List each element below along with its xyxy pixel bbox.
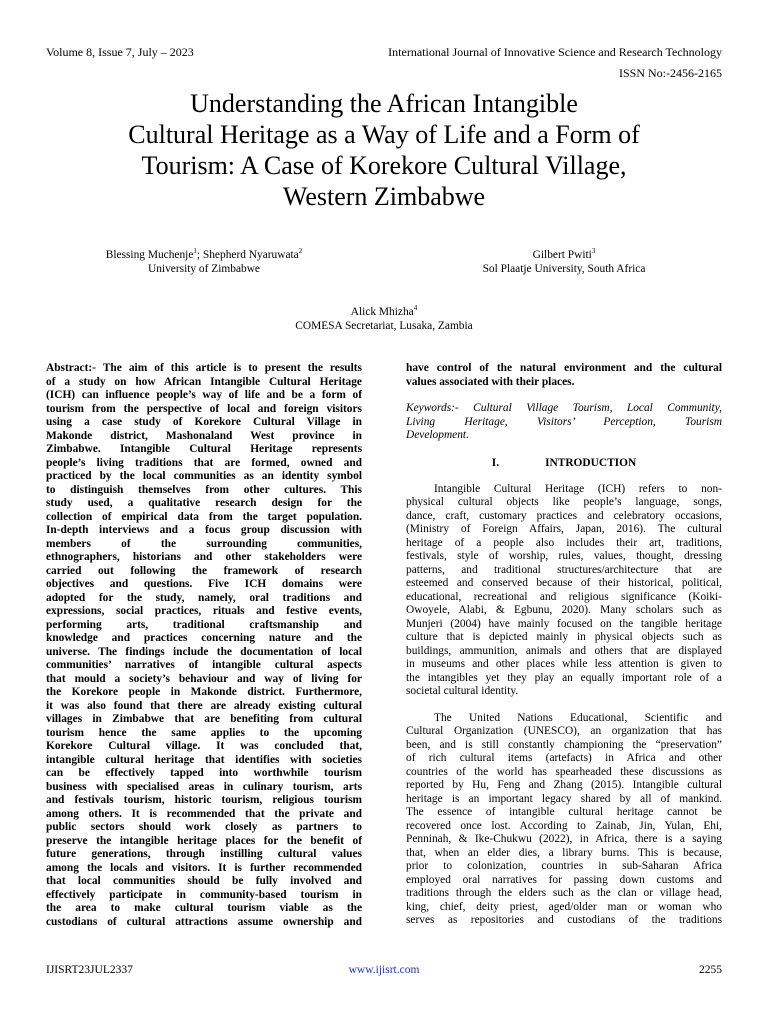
right-column xyxy=(406,362,722,928)
title-line: Understanding the African Intangible xyxy=(190,89,578,118)
abstract-line: study used, a qualitative research design for the xyxy=(46,497,362,509)
author-group-a xyxy=(56,248,352,276)
abstract-line: adopted for the study, namely, oral traditions and xyxy=(46,591,362,604)
author-group-b xyxy=(416,248,712,276)
paragraph-line: in museums and other places while less attention is given to xyxy=(406,658,722,670)
abstract-line: that local communities should be fully involved and xyxy=(46,875,362,887)
abstract xyxy=(46,362,362,929)
author-affiliation: COMESA Secretariat, Lusaka, Zambia xyxy=(295,320,473,332)
author-names xyxy=(416,248,712,262)
abstract-line: In-depth interviews and a focus group discussion with xyxy=(46,524,362,536)
author-affiliation: University of Zimbabwe xyxy=(148,263,260,275)
title-line: Western Zimbabwe xyxy=(282,182,486,211)
author-names xyxy=(56,248,352,262)
keywords-line: Living Heritage, Visitors’ Perception, Tourism xyxy=(406,415,722,428)
paragraph-line: The United Nations Educational, Scientific and xyxy=(434,711,722,724)
paragraph-line: The essence of intangible cultural heritage cannot be xyxy=(406,806,722,818)
paragraph-line: prior to colonization, countries in sub-Saharan Africa xyxy=(406,860,722,872)
author-name: Blessing Muchenje xyxy=(105,249,194,261)
abstract-line: among the locals and visitors. It is further recommended xyxy=(46,861,362,874)
abstract-line: ethnographers, historians and other stakeholders were xyxy=(46,551,362,563)
journal-name-header: International Journal of Innovative Science and Research Technology xyxy=(388,45,722,59)
section-title: INTRODUCTION xyxy=(545,456,637,469)
section-number: I. xyxy=(491,456,500,469)
abstract-line: members of the surrounding communities, xyxy=(46,537,362,550)
paragraph-line: esteemed and conserved because of their historical, political, xyxy=(406,577,722,589)
abstract-line: future generations, through instilling cultural values xyxy=(46,848,362,860)
abstract-continuation xyxy=(406,362,722,389)
abstract-line: custodians of cultural attractions assume ownership and xyxy=(46,915,362,928)
abstract-line: of a study on how African Intangible Cultural Heritage xyxy=(46,375,362,388)
author-names xyxy=(184,305,584,319)
abstract-line: collection of empirical data from the target population. xyxy=(46,510,362,523)
title-line: Cultural Heritage as a Way of Life and a Form of xyxy=(128,120,640,149)
abstract-line: Zimbabwe. Intangible Cultural Heritage represents xyxy=(46,443,362,455)
paragraph-line: traditions through the elders such as the clan or village head, xyxy=(406,887,722,899)
author-separator: ; xyxy=(196,249,203,261)
abstract-line: to distinguish themselves from other cultures. This xyxy=(46,483,362,496)
abstract-line: Makonde district, Mashonaland West province in xyxy=(46,429,362,442)
abstract-line: preserve the intangible heritage places for the benefit of xyxy=(46,834,362,847)
abstract-line: the area to make cultural tourism viable as the xyxy=(46,902,362,914)
abstract-line: and festivals tourism, historic tourism, religious tourism xyxy=(46,794,362,806)
paragraph-line: employed oral narratives for passing down customs and xyxy=(406,873,722,886)
paragraph-line: societal cultural identity. xyxy=(406,685,519,697)
paper-title xyxy=(60,88,708,212)
paragraph-line: Cultural Organization (UNESCO), an organization that has xyxy=(406,725,722,737)
abstract-line: values associated with their places. xyxy=(406,375,575,388)
abstract-line: it was also found that there are already existing cultural xyxy=(46,699,362,712)
author-affiliation: Sol Plaatje University, South Africa xyxy=(482,263,646,275)
abstract-line: performing arts, traditional craftsmanship and xyxy=(46,618,362,631)
paragraph-line: Intangible Cultural Heritage (ICH) refers to non- xyxy=(434,482,722,495)
paragraph-line: king, chief, deity priest, aged/older man or woman who xyxy=(406,900,722,913)
author-name: Alick Mhizha xyxy=(350,306,414,318)
abstract-line: villages in Zimbabwe that are benefiting from cultural xyxy=(46,713,362,725)
paragraph-line: physical cultural objects like people’s language, songs, xyxy=(406,496,722,508)
author-name: Shepherd Nyaruwata xyxy=(202,249,299,261)
abstract-line: knowledge and practices concerning nature and the xyxy=(46,632,362,644)
issn-header: ISSN No:-2456-2165 xyxy=(618,66,722,80)
paragraph-line: Munjeri (2004) have mainly focused on the tangible heritage xyxy=(406,617,722,630)
abstract-line: Abstract:- The aim of this article is to present the results xyxy=(46,362,362,374)
affiliation-marker: 3 xyxy=(591,247,596,256)
abstract-line: expressions, social practices, rituals and festive events, xyxy=(46,605,362,617)
paragraph-line: dance, craft, customary practices and celebratory occasions, xyxy=(406,509,722,522)
volume-issue-header: Volume 8, Issue 7, July – 2023 xyxy=(46,45,194,59)
paragraph-line: festivals, style of worship, rules, values, thought, dressing xyxy=(406,550,722,562)
intro-paragraph-2 xyxy=(406,712,722,928)
affiliation-marker: 2 xyxy=(298,247,303,256)
intro-paragraph-1 xyxy=(406,483,722,699)
paragraph-line: serves as repositories and custodians of the traditions xyxy=(406,914,722,926)
paragraph-line: countries of the world has spearheaded these discussions as xyxy=(406,765,722,778)
abstract-line: universe. The findings include the documentation of local xyxy=(46,645,362,658)
paragraph-line: reported by Hu, Feng and Zhang (2015). Intangible cultural xyxy=(406,779,722,791)
paragraph-line: of rich cultural items (artefacts) in Africa and other xyxy=(406,752,722,764)
abstract-line: objectives and questions. Five ICH domains were xyxy=(46,578,362,590)
abstract-line: the Korekore people in Makonde district. Furthermore, xyxy=(46,686,362,698)
abstract-line: that mould a society’s behaviour and way of living for xyxy=(46,672,362,685)
paragraph-line: culture that is depicted mainly in physical objects such as xyxy=(406,631,722,643)
paragraph-line: Owoyele, Alabi, & Egbunu, 2020). Many scholars such as xyxy=(406,604,722,616)
keywords-line: Keywords:- Cultural Village Tourism, Local Community, xyxy=(406,402,722,414)
abstract-line: Korekore Cultural village. It was concluded that, xyxy=(46,740,362,752)
affiliation-marker: 4 xyxy=(413,304,418,313)
paragraph-line: the intangibles yet they play an equally important role of a xyxy=(406,671,722,684)
paragraph-line: that, when an elder dies, a library burns. This is because, xyxy=(406,846,722,859)
keywords-line: Development. xyxy=(406,429,469,441)
abstract-line: have control of the natural environment and the cultural xyxy=(406,362,722,374)
paragraph-line: (Ministry of Foreign Affairs, Japan, 2016). The cultural xyxy=(406,523,722,535)
abstract-line: can be effectively tapped into worthwhile tourism xyxy=(46,767,362,779)
abstract-line: using a case study of Korekore Cultural Village in xyxy=(46,416,362,428)
abstract-line: communities’ narratives of intangible cultural aspects xyxy=(46,659,362,671)
author-name: Gilbert Pwiti xyxy=(532,249,592,261)
abstract-line: among others. It is recommended that the private and xyxy=(46,807,362,820)
affiliation-marker: 1 xyxy=(193,247,197,256)
author-group-c xyxy=(184,305,584,333)
paragraph-line: buildings, ammunition, animals and others that are displayed xyxy=(406,644,722,657)
paragraph-line: been, and is still constantly championing the “preservation” xyxy=(406,738,722,751)
abstract-line: public sectors should work closely as partners to xyxy=(46,821,362,833)
abstract-line: tourism from the perspective of local and foreign visitors xyxy=(46,402,362,415)
paragraph-line: educational, recreational and religious significance (Koiki- xyxy=(406,590,722,603)
abstract-line: (ICH) can influence people’s way of life and be a form of xyxy=(46,389,362,401)
abstract-line: business with specialised areas in culinary tourism, arts xyxy=(46,780,362,793)
page-number: 2255 xyxy=(699,964,722,976)
abstract-line: tourism hence the same applies to the upcoming xyxy=(46,726,362,739)
paragraph-line: heritage of a people also includes their art, traditions, xyxy=(406,536,722,549)
abstract-line: practiced by the local communities as an identity symbol xyxy=(46,470,362,482)
title-line: Tourism: A Case of Korekore Cultural Village, xyxy=(141,151,627,180)
website-link[interactable]: www.ijisrt.com xyxy=(348,964,420,976)
left-column xyxy=(46,362,362,929)
abstract-line: intangible cultural heritage that identifies with societies xyxy=(46,753,362,766)
section-heading xyxy=(406,456,722,470)
keywords xyxy=(406,402,722,443)
paragraph-line: recovered once lost. According to Zainab, Jin, Yulan, Ehi, xyxy=(406,819,722,832)
paragraph-line: Penninah, & Ike-Chukwu (2022), in Africa, there is a saying xyxy=(406,833,722,845)
abstract-line: carried out following the framework of research xyxy=(46,564,362,577)
paragraph-line: patterns, and traditional structures/architecture that are xyxy=(406,563,722,576)
paragraph-line: heritage is an important legacy shared by all of mankind. xyxy=(406,792,722,805)
paper-code-footer: IJISRT23JUL2337 xyxy=(46,964,133,976)
abstract-line: effectively participate in community-based tourism in xyxy=(46,888,362,901)
abstract-line: people’s living traditions that are formed, owned and xyxy=(46,456,362,469)
